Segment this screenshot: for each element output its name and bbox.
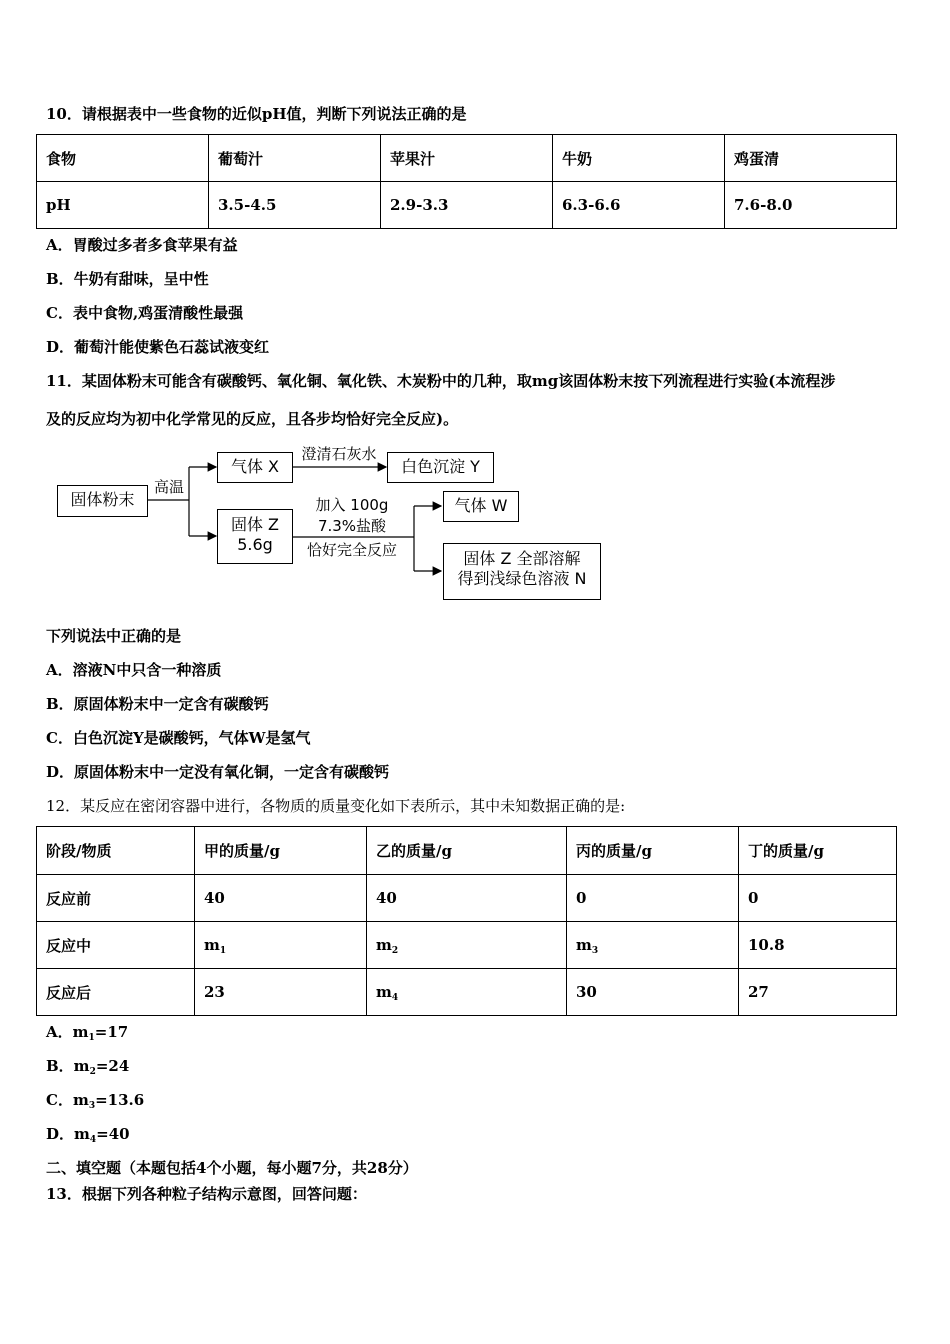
table-row (37, 922, 897, 969)
q12-stem: 12．某反应在密闭容器中进行，各物质的质量变化如下表所示，其中未知数据正确的是: (46, 797, 626, 815)
table-cell: 7.6-8.0 (725, 182, 897, 229)
solid-z-name: 固体 Z (230, 515, 280, 534)
var-subscript: 4 (391, 993, 399, 1003)
q10-option-a: A．胃酸过多者多食苹果有益 (46, 236, 238, 254)
q11-option-a: A．溶液N中只含一种溶质 (46, 661, 222, 679)
option-prefix: C．m (46, 1091, 89, 1109)
q11-option-b: B．原固体粉末中一定含有碳酸钙 (46, 695, 269, 713)
var-m: m (376, 936, 392, 954)
table-cell: pH (37, 182, 209, 229)
table-row (37, 969, 897, 1016)
table-cell: 23 (195, 969, 367, 1016)
var-m: m (376, 983, 392, 1001)
q11-stem-line1: 11．某固体粉末可能含有碳酸钙、氧化铜、氧化铁、木炭粉中的几种，取mg该固体粉末按下列流程进行实验(本流程涉 (46, 372, 836, 390)
option-subscript: 3 (88, 1101, 96, 1111)
option-value: =13.6 (95, 1091, 145, 1109)
option-prefix: A．m (46, 1023, 89, 1041)
table-cell: 0 (739, 875, 897, 922)
table-cell: 阶段/物质 (37, 827, 195, 875)
table-cell: 鸡蛋清 (725, 135, 897, 182)
option-value: =24 (95, 1057, 130, 1075)
table-row (37, 875, 897, 922)
option-subscript: 2 (89, 1067, 96, 1077)
table-cell: 丙的质量/g (567, 827, 739, 875)
table-cell: 牛奶 (553, 135, 725, 182)
q12-mass-table (36, 826, 897, 1016)
q11-prompt: 下列说法中正确的是 (46, 627, 182, 645)
flow-arrows (0, 0, 950, 620)
option-value: =40 (96, 1125, 130, 1143)
table-cell: 反应前 (37, 875, 195, 922)
table-cell (367, 922, 567, 969)
flow-label-limewater: 澄清石灰水 (301, 445, 377, 463)
q13-stem: 13．根据下列各种粒子结构示意图，回答问题： (46, 1185, 367, 1203)
table-cell: 食物 (37, 135, 209, 182)
section-2-title: 二、填空题（本题包括4个小题，每小题7分，共28分） (46, 1159, 418, 1177)
table-cell: 0 (567, 875, 739, 922)
var-subscript: 3 (591, 946, 599, 956)
option-value: =17 (94, 1023, 129, 1041)
q10-option-d: D．葡萄汁能使紫色石蕊试液变红 (46, 338, 270, 356)
flow-box-solution-n (443, 543, 601, 600)
table-cell: 苹果汁 (381, 135, 553, 182)
table-cell: 乙的质量/g (367, 827, 567, 875)
q12-option-a (46, 1021, 128, 1042)
var-m: m (204, 936, 220, 954)
table-cell: 2.9-3.3 (381, 182, 553, 229)
flow-label-reagent-2: 7.3%盐酸 (317, 517, 387, 535)
table-cell: 3.5-4.5 (209, 182, 381, 229)
q12-option-b (46, 1055, 129, 1076)
table-cell: 反应中 (37, 922, 195, 969)
table-cell: 40 (195, 875, 367, 922)
option-subscript: 1 (88, 1033, 95, 1043)
q11-option-c: C．白色沉淀Y是碳酸钙，气体W是氢气 (46, 729, 311, 747)
q10-option-c: C．表中食物,鸡蛋清酸性最强 (46, 304, 244, 322)
flow-box-solid-z (217, 509, 293, 564)
table-cell (567, 922, 739, 969)
var-subscript: 1 (219, 946, 227, 956)
q10-stem: 10．请根据表中一些食物的近似pH值，判断下列说法正确的是 (46, 105, 467, 123)
table-header-row (37, 827, 897, 875)
q12-option-c (46, 1089, 144, 1110)
flow-label-reagent-3: 恰好完全反应 (306, 541, 397, 559)
table-cell: 10.8 (739, 922, 897, 969)
solid-z-mass: 5.6g (237, 535, 273, 554)
flow-box-solid-powder: 固体粉末 (57, 485, 148, 517)
flow-label-reagent-1: 加入 100g (315, 496, 389, 514)
table-cell (367, 969, 567, 1016)
table-cell: 甲的质量/g (195, 827, 367, 875)
q11-stem-line2: 及的反应均为初中化学常见的反应，且各步均恰好完全反应)。 (46, 410, 459, 428)
result-line-1: 固体 Z 全部溶解 (463, 549, 581, 568)
table-cell: 30 (567, 969, 739, 1016)
table-cell: 27 (739, 969, 897, 1016)
q12-option-d (46, 1123, 130, 1144)
table-cell: 6.3-6.6 (553, 182, 725, 229)
option-prefix: B．m (46, 1057, 90, 1075)
flow-box-gas-w: 气体 W (443, 491, 519, 522)
q10-option-b: B．牛奶有甜味，呈中性 (46, 270, 209, 288)
table-cell: 40 (367, 875, 567, 922)
table-cell: 丁的质量/g (739, 827, 897, 875)
q11-option-d: D．原固体粉末中一定没有氧化铜，一定含有碳酸钙 (46, 763, 390, 781)
option-prefix: D．m (46, 1125, 90, 1143)
option-subscript: 4 (89, 1135, 97, 1145)
var-m: m (576, 936, 592, 954)
table-cell: 反应后 (37, 969, 195, 1016)
var-subscript: 2 (391, 946, 399, 956)
table-cell: 葡萄汁 (209, 135, 381, 182)
flow-label-high-temp: 高温 (153, 478, 184, 496)
table-cell (195, 922, 367, 969)
result-line-2: 得到浅绿色溶液 N (457, 569, 587, 588)
flow-box-gas-x: 气体 X (217, 452, 293, 483)
flow-box-precipitate-y: 白色沉淀 Y (387, 452, 494, 483)
